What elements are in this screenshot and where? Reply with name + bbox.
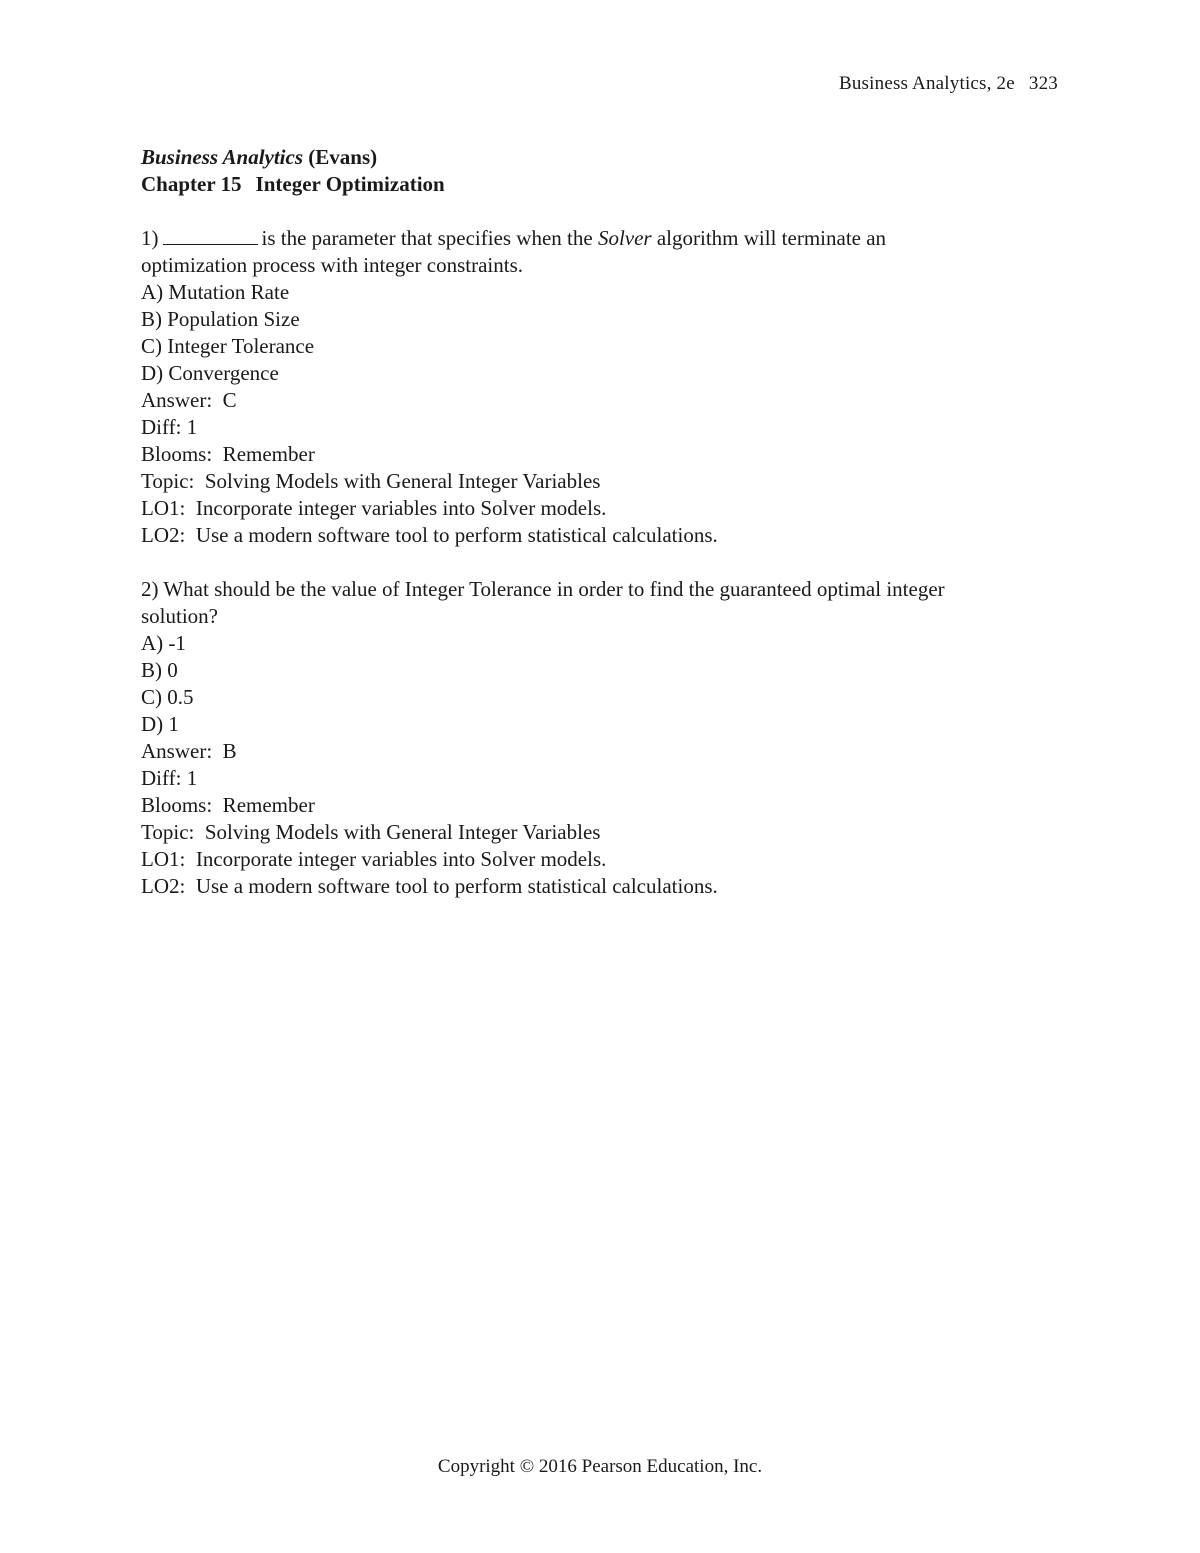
document-body	[141, 144, 1071, 900]
option-d: D) Convergence	[141, 361, 279, 385]
question-number: 1)	[141, 226, 159, 250]
option-c: C) 0.5	[141, 685, 194, 709]
option-b: B) 0	[141, 658, 178, 682]
question-stem-line: 2) What should be the value of Integer Tolerance in order to find the guaranteed optimal integer	[141, 577, 945, 601]
lo2-line: LO2: Use a modern software tool to perform statistical calculations.	[141, 874, 718, 898]
running-title: Business Analytics, 2e	[838, 73, 1015, 94]
book-author: (Evans)	[308, 145, 378, 169]
book-title: Business Analytics	[141, 145, 304, 169]
page-footer	[0, 1455, 1200, 1479]
stem-italic-word: Solver	[597, 226, 652, 250]
option-b: B) Population Size	[141, 307, 300, 331]
lo1-line: LO1: Incorporate integer variables into Solver models.	[141, 496, 607, 520]
difficulty-line: Diff: 1	[141, 415, 198, 439]
answer-line: Answer: C	[141, 388, 237, 412]
question-2	[141, 576, 1071, 900]
lo2-line: LO2: Use a modern software tool to perform statistical calculations.	[141, 523, 718, 547]
copyright-notice: Copyright © 2016 Pearson Education, Inc.	[437, 1456, 763, 1477]
book-title-line	[141, 144, 1071, 171]
chapter-title: Integer Optimization	[255, 172, 445, 196]
fill-in-blank	[163, 226, 258, 245]
topic-line: Topic: Solving Models with General Integer Variables	[141, 820, 601, 844]
question-1	[141, 225, 1071, 549]
stem-text: is the parameter that specifies when the	[261, 226, 593, 250]
question-stem-line	[141, 225, 1071, 252]
question-stem-line-2: solution?	[141, 604, 218, 628]
topic-line: Topic: Solving Models with General Integer Variables	[141, 469, 601, 493]
running-header	[839, 72, 1058, 96]
chapter-heading	[141, 171, 1071, 198]
chapter-label: Chapter 15	[141, 172, 242, 196]
lo1-line: LO1: Incorporate integer variables into Solver models.	[141, 847, 607, 871]
question-stem-line-2: optimization process with integer constraints.	[141, 253, 523, 277]
stem-text-end: algorithm will terminate an	[656, 226, 887, 250]
option-c: C) Integer Tolerance	[141, 334, 315, 358]
blooms-line: Blooms: Remember	[141, 793, 315, 817]
blooms-line: Blooms: Remember	[141, 442, 315, 466]
answer-line: Answer: B	[141, 739, 237, 763]
option-a: A) Mutation Rate	[141, 280, 290, 304]
option-a: A) -1	[141, 631, 186, 655]
option-d: D) 1	[141, 712, 179, 736]
difficulty-line: Diff: 1	[141, 766, 198, 790]
page-number: 323	[1028, 73, 1058, 94]
